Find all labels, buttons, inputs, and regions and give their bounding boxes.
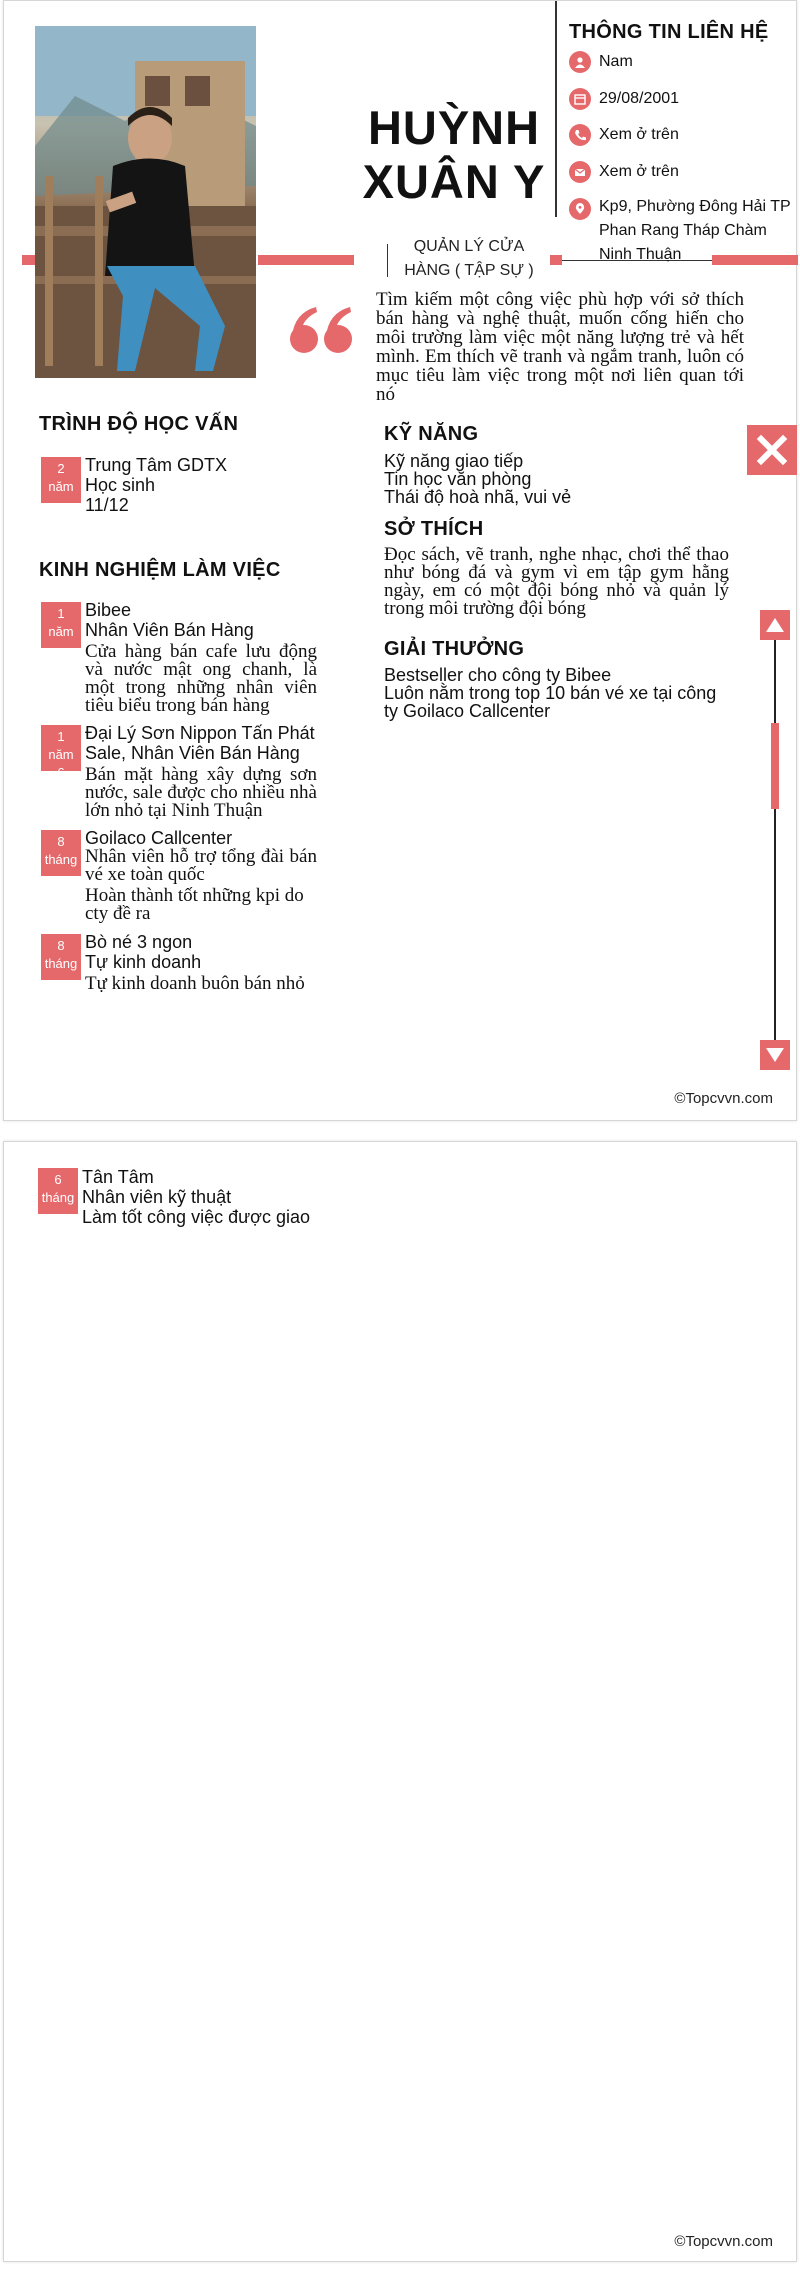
calendar-icon [569, 88, 591, 110]
skill-item: Kỹ năng giao tiếp [384, 451, 524, 471]
address-line-1: Kp9, Phường Đông Hải TP [599, 198, 791, 215]
arrow-down-icon [765, 1047, 785, 1063]
candidate-role [389, 235, 549, 283]
header-divider [555, 1, 557, 217]
contact-gender-row [569, 51, 633, 73]
contact-email: Xem ở trên [599, 163, 679, 180]
contact-address-row [569, 198, 791, 267]
experience-title: KINH NGHIỆM LÀM VIỆC [39, 559, 281, 581]
experience-desc: Tự kinh doanh buôn bán nhỏ [85, 973, 305, 994]
experience-item-2 [85, 723, 317, 820]
experience-desc: Hoàn thành tốt những kpi do cty đề ra [85, 885, 304, 924]
phone-icon [569, 124, 591, 146]
contact-email-row [569, 161, 679, 183]
contact-dob: 29/08/2001 [599, 90, 680, 107]
experience-item-1 [85, 600, 317, 715]
accent-bar-mid [258, 255, 354, 265]
education-detail: 11/12 [85, 495, 129, 515]
role-line-1: QUẢN LÝ CỬA [413, 238, 525, 255]
arrow-up-icon [765, 617, 785, 633]
skills-list [384, 452, 571, 506]
experience-company: Tân Tâm [82, 1167, 154, 1187]
hobbies-title: SỞ THÍCH [384, 518, 484, 540]
education-item [85, 455, 227, 515]
hobbies-text: Đọc sách, vẽ tranh, nghe nhạc, chơi thể thao như bóng đá và gym vì em tập gym hằng ngày, em có một đội bóng nhỏ và quản lý trong môi trường đội bóng [384, 544, 729, 619]
experience-position: Sale, Nhân Viên Bán Hàng [85, 743, 300, 763]
experience-company: Bò né 3 ngon [85, 932, 193, 952]
experience-desc: Bán mặt hàng xây dựng sơn nước, sale được cho nhiều nhà lớn nhỏ tại Ninh Thuận [85, 764, 317, 821]
award-item: Luôn nằm trong top 10 bán vé xe tại công ty Goilaco Callcenter [384, 683, 717, 721]
education-school: Trung Tâm GDTX [85, 455, 228, 475]
footer-brand: ©Topcvvn.com [674, 1090, 773, 1107]
experience-item-3 [85, 828, 317, 923]
name-line-1: HUỲNH [367, 101, 541, 154]
location-icon [569, 198, 591, 220]
education-major: Học sinh [85, 475, 156, 495]
role-divider [387, 244, 388, 277]
contact-phone: Xem ở trên [599, 126, 679, 143]
footer-brand: ©Topcvvn.com [674, 2233, 773, 2250]
experience-company: Đại Lý Sơn Nippon Tấn Phát [85, 723, 315, 743]
experience-position: Nhân Viên Bán Hàng [85, 620, 254, 640]
scrollbar-thumb[interactable] [771, 723, 779, 809]
accent-bar-square [550, 255, 562, 265]
contact-dob-row [569, 88, 679, 110]
close-icon [756, 434, 788, 466]
experience-desc: Cửa hàng bán cafe lưu động và nước mật ong chanh, là một trong những nhân viên tiêu biểu trong bán hàng [85, 641, 317, 716]
awards-list [384, 666, 729, 720]
email-icon [569, 161, 591, 183]
address-line-3: Ninh Thuận [599, 246, 682, 263]
scroll-up-button[interactable] [760, 610, 790, 640]
awards-title: GIẢI THƯỞNG [384, 638, 525, 660]
role-line-2: HÀNG ( TẬP SỰ ) [404, 262, 534, 279]
contact-phone-row [569, 124, 679, 146]
quote-icon [288, 303, 358, 357]
experience-desc: Làm tốt công việc được giao [82, 1207, 310, 1227]
education-title: TRÌNH ĐỘ HỌC VẤN [39, 413, 239, 435]
experience-badge-2: 1 năm 6 [41, 725, 81, 771]
experience-position: Tự kinh doanh [85, 952, 202, 972]
experience-position: Nhân viên hỗ trợ tổng đài bán vé xe toàn quốc [85, 846, 317, 885]
experience-item-5 [82, 1167, 322, 1227]
skills-title: KỸ NĂNG [384, 423, 479, 445]
experience-item-4 [85, 932, 317, 993]
accent-bar-left [22, 255, 35, 265]
career-objective: Tìm kiếm một công việc phù hợp với sở thích bán hàng và nghệ thuật, muốn cống hiến cho môi trường làm việc một năng lượng trẻ và hết mình. Em thích vẽ tranh và ngắm tranh, luôn có mục tiêu làm việc trong một nơi liên quan tới nó [376, 289, 744, 405]
candidate-name [344, 101, 564, 209]
experience-company: Goilaco Callcenter [85, 828, 233, 848]
contact-title: THÔNG TIN LIÊN HỆ [569, 21, 769, 43]
experience-badge-3: 8 tháng [41, 830, 81, 876]
experience-badge-1: 1 năm [41, 602, 81, 648]
close-button[interactable] [747, 425, 797, 475]
skill-item: Thái độ hoà nhã, vui vẻ [384, 487, 572, 507]
experience-badge-5: 6 tháng [38, 1168, 78, 1214]
experience-badge-4: 8 tháng [41, 934, 81, 980]
contact-gender: Nam [599, 53, 633, 70]
scroll-down-button[interactable] [760, 1040, 790, 1070]
experience-company: Bibee [85, 600, 132, 620]
user-icon [569, 51, 591, 73]
contact-address [599, 195, 791, 267]
profile-photo [35, 26, 256, 378]
cv-page-2 [3, 1141, 797, 2262]
experience-position: Nhân viên kỹ thuật [82, 1187, 232, 1207]
scrollbar-track[interactable] [774, 640, 776, 1040]
photo-image [35, 26, 256, 378]
cv-page-1 [3, 0, 797, 1121]
name-line-2: XUÂN Y [362, 155, 546, 208]
education-badge: 2 năm [41, 457, 81, 503]
address-line-2: Phan Rang Tháp Chàm [599, 222, 767, 239]
award-item: Bestseller cho công ty Bibee [384, 665, 612, 685]
skill-item: Tin học văn phòng [384, 469, 532, 489]
